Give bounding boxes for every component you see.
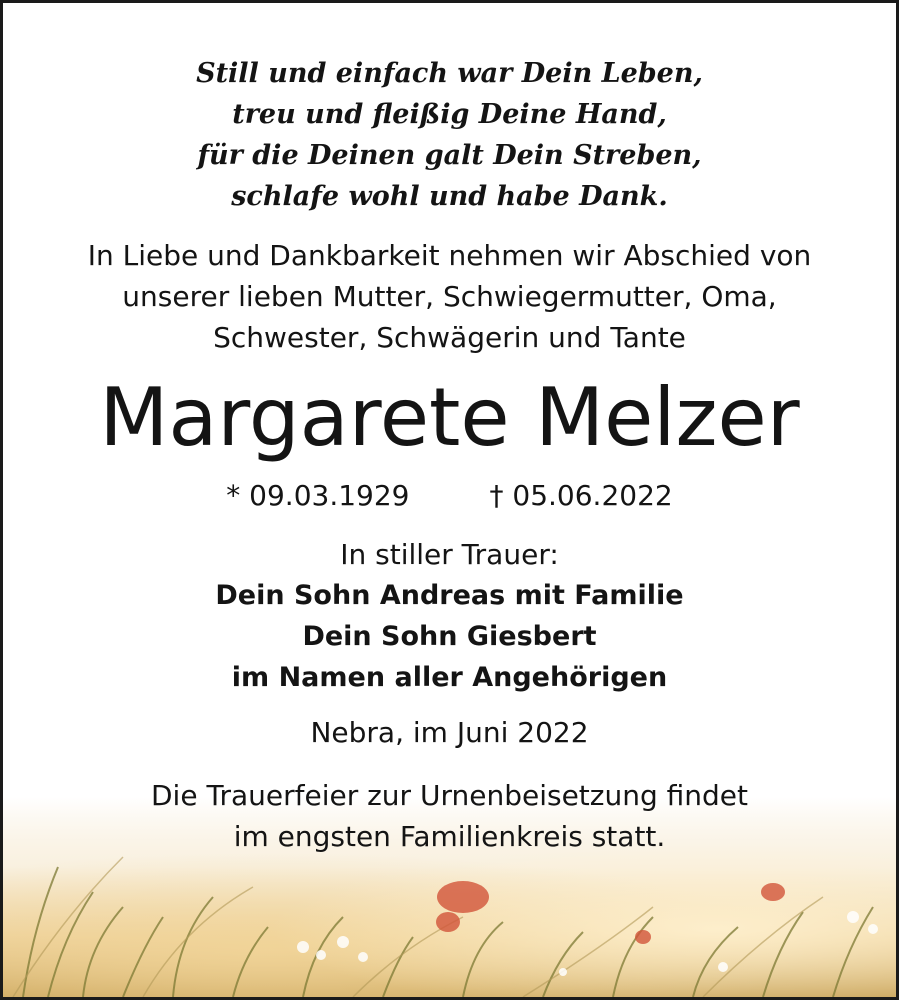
deceased-name: Margarete Melzer xyxy=(99,371,800,464)
mourners-list xyxy=(3,575,896,698)
intro-line: Schwester, Schwägerin und Tante xyxy=(213,321,686,354)
birth-date: * 09.03.1929 xyxy=(226,479,410,512)
notice-line: Die Trauerfeier zur Urnenbeisetzung findet xyxy=(151,779,748,812)
intro-line: unserer lieben Mutter, Schwiegermutter, Oma, xyxy=(122,280,777,313)
mourner-line: Dein Sohn Giesbert xyxy=(302,621,597,652)
intro-line: In Liebe und Dankbarkeit nehmen wir Abschied von xyxy=(87,239,812,272)
notice-line: im engsten Familienkreis statt. xyxy=(233,820,666,853)
poem-line: schlafe wohl und habe Dank. xyxy=(231,181,668,212)
place-date: Nebra, im Juni 2022 xyxy=(310,716,589,749)
poem xyxy=(3,53,896,217)
funeral-notice xyxy=(3,775,896,857)
mourner-line: Dein Sohn Andreas mit Familie xyxy=(215,580,684,611)
poem-line: für die Deinen galt Dein Streben, xyxy=(197,140,702,171)
intro-text xyxy=(3,235,896,358)
mourners-heading: In stiller Trauer: xyxy=(340,538,559,571)
poem-line: Still und einfach war Dein Leben, xyxy=(196,58,703,89)
death-date: † 05.06.2022 xyxy=(489,479,673,512)
life-dates xyxy=(3,478,896,514)
poem-line: treu und fleißig Deine Hand, xyxy=(232,99,667,130)
mourner-line: im Namen aller Angehörigen xyxy=(231,662,668,693)
